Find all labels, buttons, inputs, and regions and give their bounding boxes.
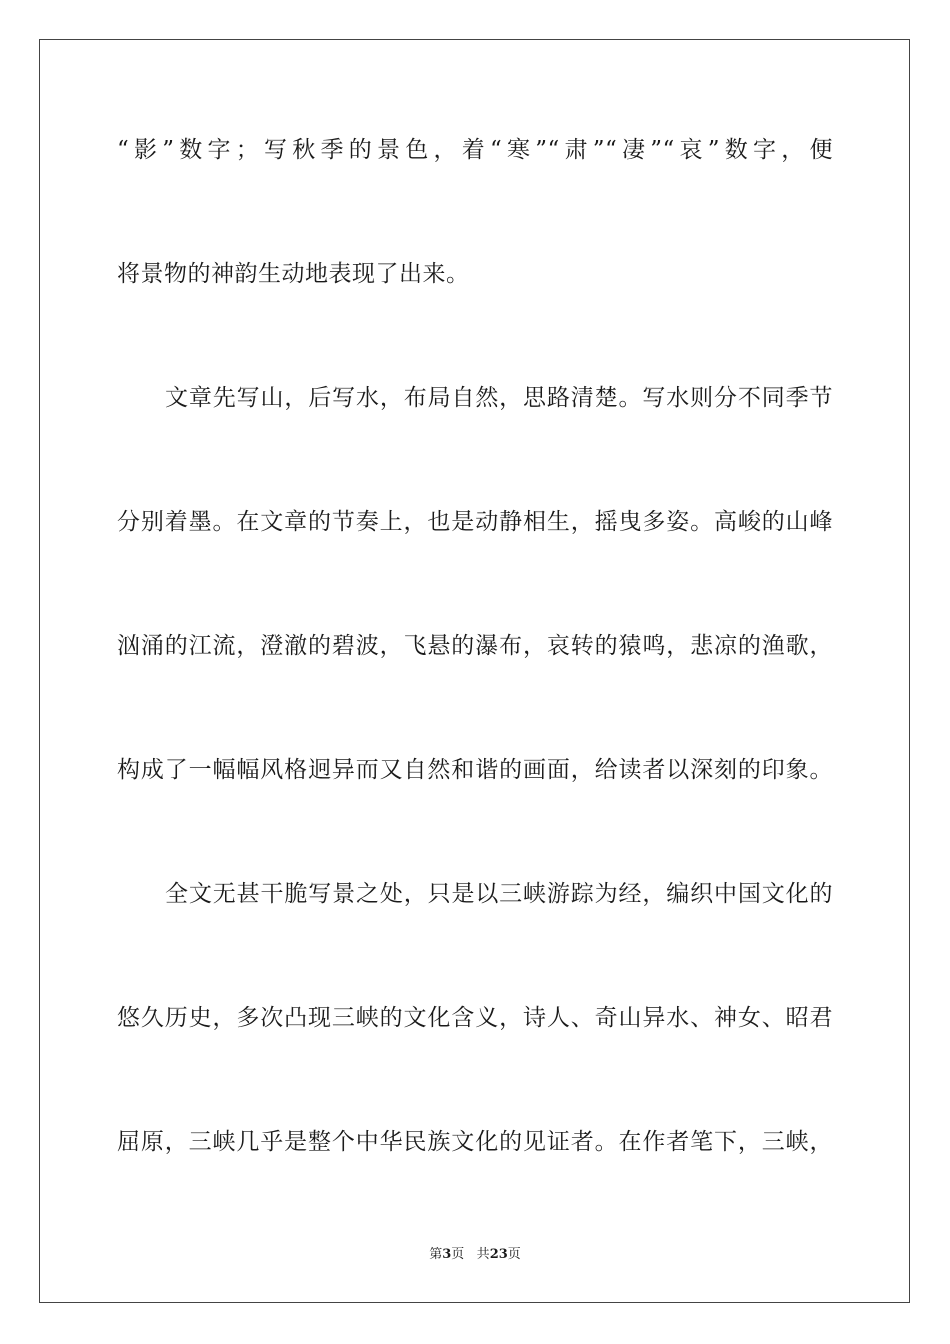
text-line: 分别着墨。在文章的节奏上，也是动静相生，摇曳多姿。高峻的山峰: [117, 509, 833, 535]
footer-page-prefix: 第: [429, 1247, 443, 1262]
text-line: 屈原，三峡几乎是整个中华民族文化的见证者。在作者笔下，三峡，: [117, 1129, 833, 1155]
paragraph-start-line: 全文无甚干脆写景之处，只是以三峡游踪为经，编织中国文化的: [165, 881, 833, 907]
footer-total-prefix: 共: [476, 1247, 490, 1262]
page-border: [39, 39, 910, 1303]
footer-total-pages: 23: [489, 1247, 508, 1262]
text-line: “影”数字；写秋季的景色，着“寒”“肃”“凄”“哀”数字，便: [117, 137, 833, 163]
text-line: 将景物的神韵生动地表现了出来。: [117, 261, 470, 287]
text-line: 构成了一幅幅风格迥异而又自然和谐的画面，给读者以深刻的印象。: [117, 757, 833, 783]
page-footer: [0, 1246, 950, 1264]
footer-page-number: 3: [442, 1247, 452, 1262]
text-line: 汹涌的江流，澄澈的碧波，飞悬的瀑布，哀转的猿鸣，悲凉的渔歌，: [117, 633, 833, 659]
paragraph-start-line: 文章先写山，后写水，布局自然，思路清楚。写水则分不同季节: [165, 385, 833, 411]
text-line: 悠久历史，多次凸现三峡的文化含义，诗人、奇山异水、神女、昭君: [117, 1005, 833, 1031]
footer-page-suffix: 页: [451, 1247, 465, 1262]
footer-total-suffix: 页: [507, 1247, 521, 1262]
